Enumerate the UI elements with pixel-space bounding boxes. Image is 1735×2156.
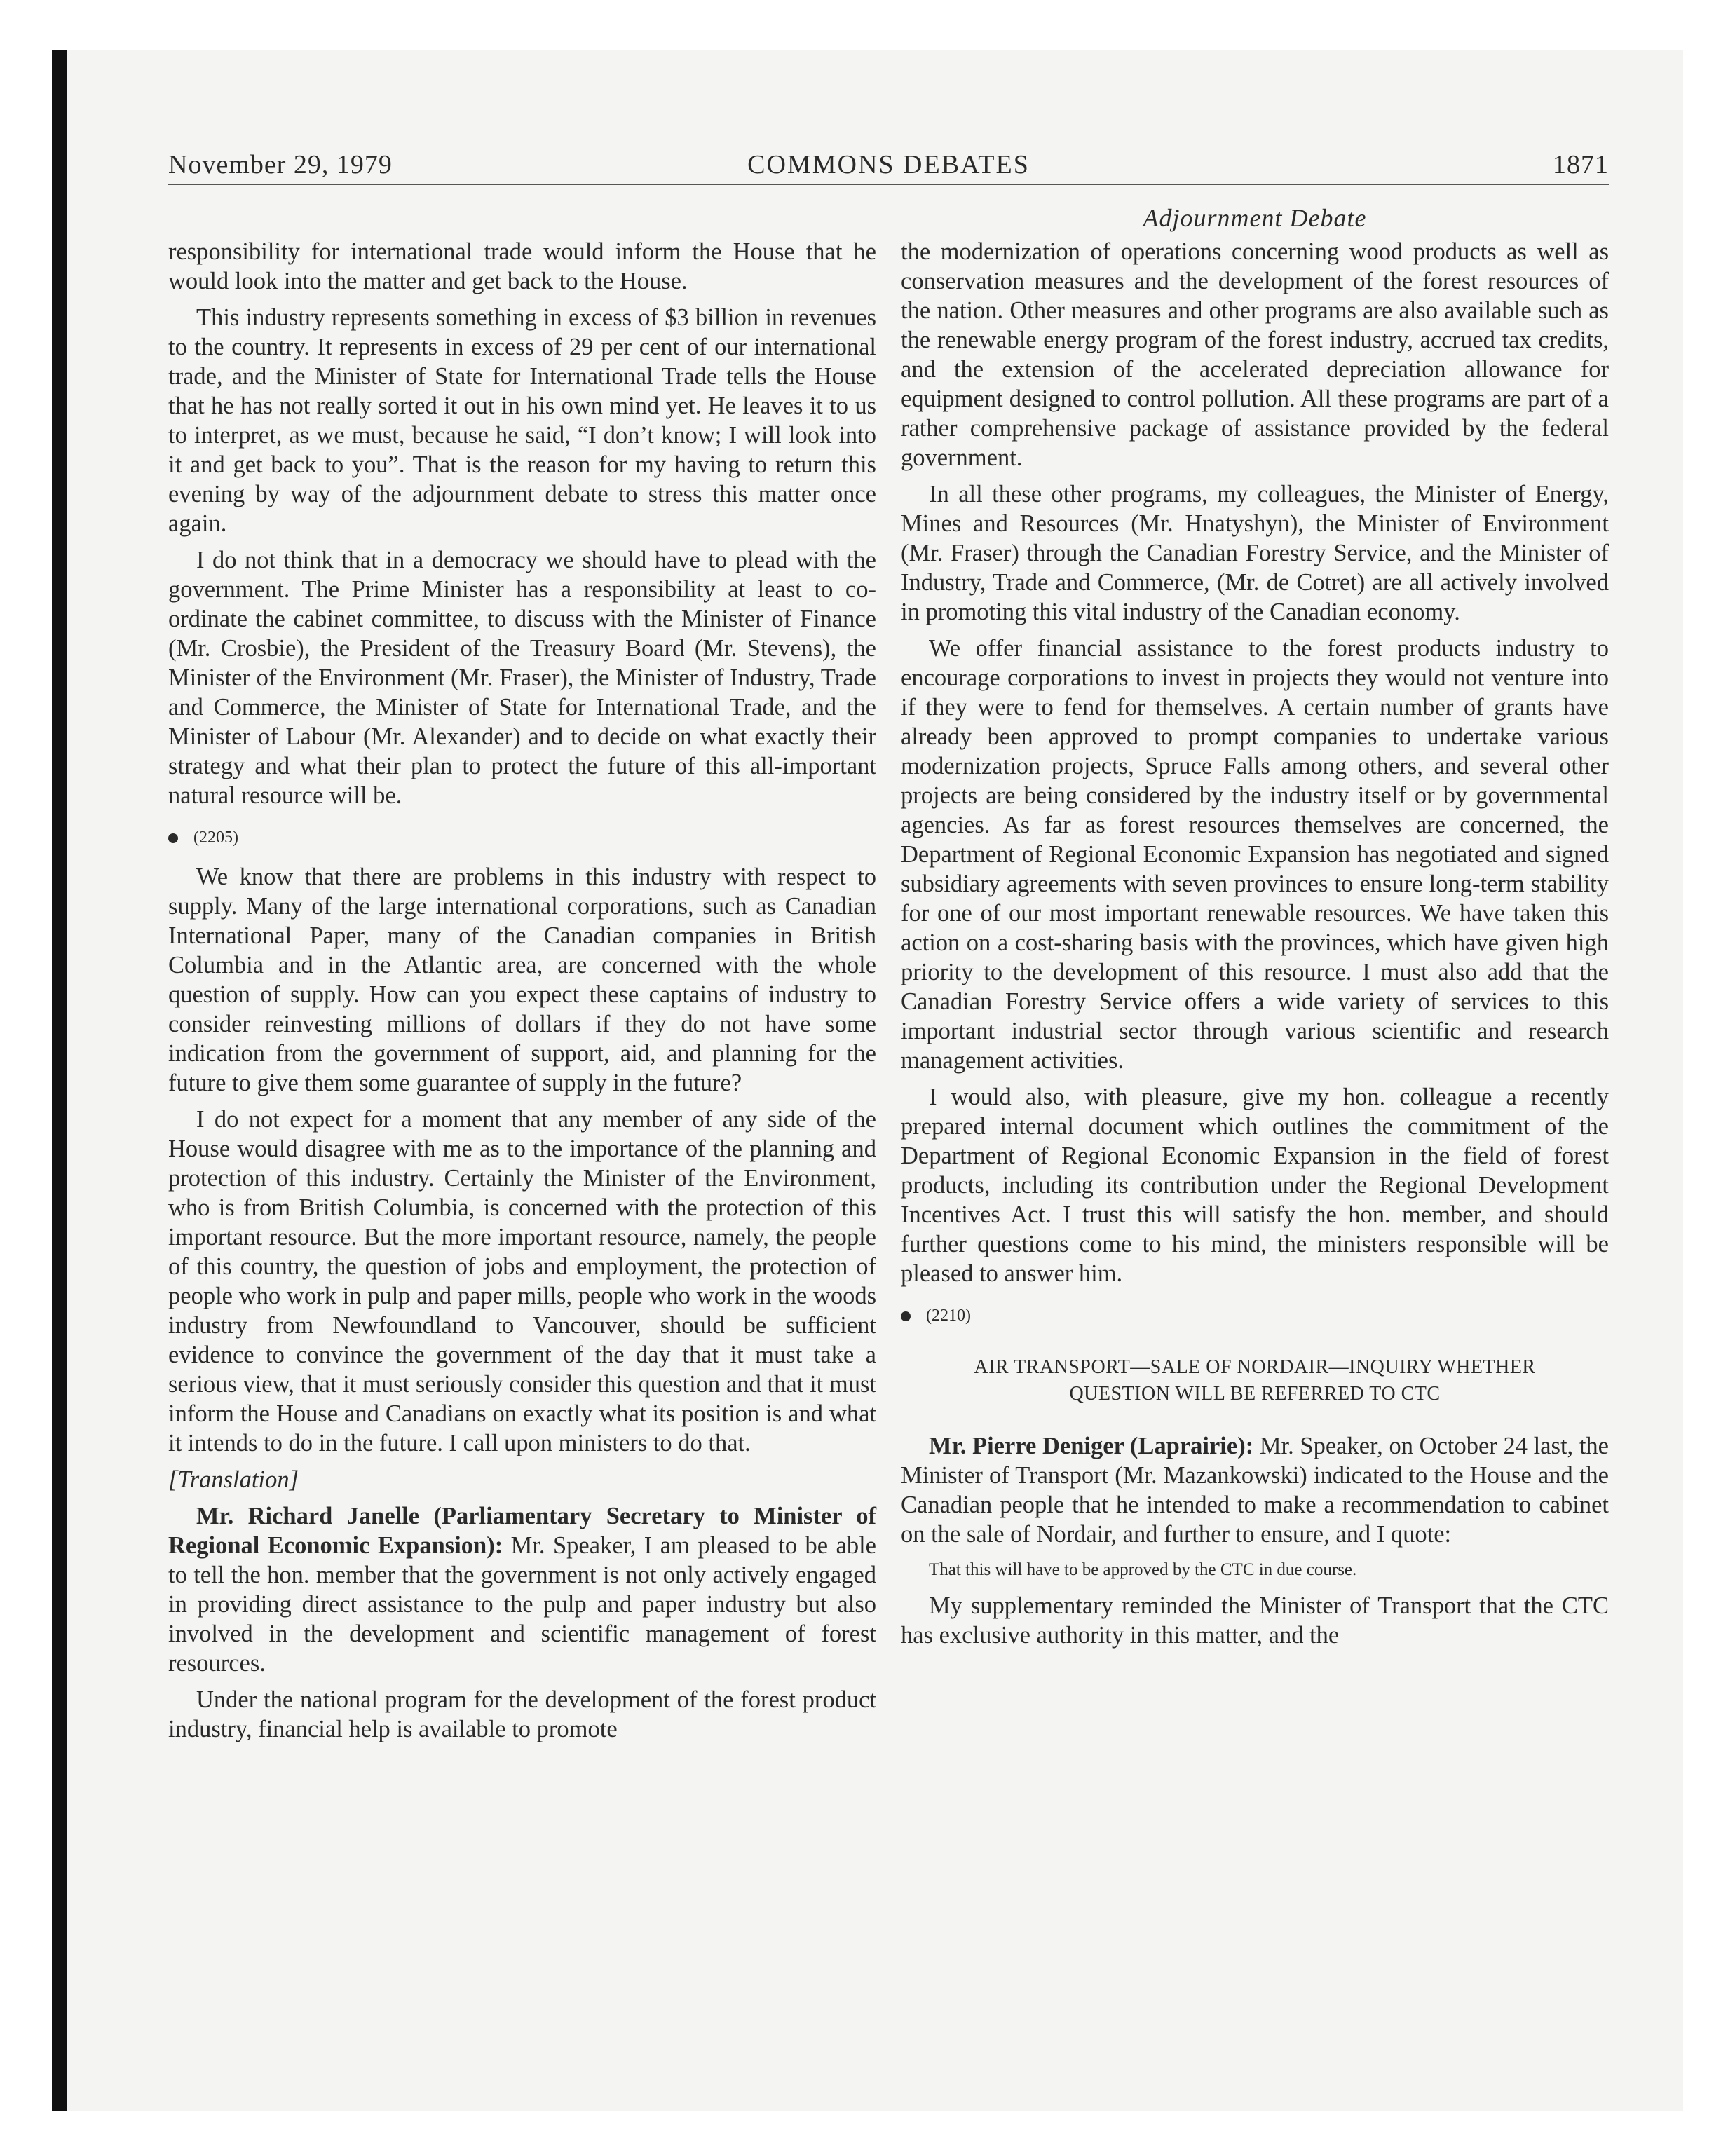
header-date: November 29, 1979 xyxy=(168,150,393,179)
right-column xyxy=(901,237,1609,1657)
block-quote: That this will have to be approved by the CTC in due course. xyxy=(929,1560,1357,1579)
section-heading xyxy=(901,1354,1609,1407)
paragraph: In all these other programs, my colleagues, the Minister of Energy, Mines and Resources (Mr. Hnatyshyn), the Minister of Environment (Mr. Fraser) through the Canadian Forestry Service, and the Minister of Industry, Trade and Commerce, (Mr. de Cotret) are all actively involved in promoting this vital industry of the Canadian economy. xyxy=(901,481,1609,625)
paragraph: We offer financial assistance to the forest products industry to encourage corporations to invest in projects they would not venture into if they were to fend for themselves. A certain number of grants have already been approved to prompt companies to undertake various modernization projects, Spruce Falls among others, and several other projects are being considered by the industry itself or by governmental agencies. As far as forest resources themselves are concerned, the Department of Regional Economic Expansion has negotiated and signed subsidiary agreements with seven provinces to ensure long-term stability for one of our most important renewable resources. We have taken this action on a cost-sharing basis with the provinces, which have given high priority to the development of this resource. I must also add that the Canadian Forestry Service offers a wide variety of services to this important industrial sector through various scientific and research management activities. xyxy=(901,635,1609,1074)
time-marker-text: (2205) xyxy=(193,828,238,847)
header-rule xyxy=(168,184,1609,185)
left-column xyxy=(168,237,876,1751)
paragraph: I do not think that in a democracy we should have to plead with the government. The Prime Minister has a responsibility at least to co-ordinate the cabinet committee, to discuss with the Minister of Finance (Mr. Crosbie), the President of the Treasury Board (Mr. Stevens), the Minister of the Environment (Mr. Fraser), the Minister of Industry, Trade and Commerce, the Minister of State for International Trade, and the Minister of Labour (Mr. Alexander) and to decide on what exactly their strategy and what their plan to protect the future of this all-important natural resource will be. xyxy=(168,547,876,809)
speech-text: Mr. Speaker, I am pleased to be able to tell the hon. member that the government is not only actively engaged in providing direct assistance to the pulp and paper industry but also involved in the development and scientific management of forest resources. xyxy=(168,1532,876,1677)
speaker-name: Mr. Richard Janelle (Parliamentary Secretary to Minister of Regional Economic Expansion): xyxy=(168,1503,876,1559)
page-number: 1871 xyxy=(1553,150,1609,179)
time-marker-text: (2210) xyxy=(926,1306,971,1325)
time-marker xyxy=(168,823,876,852)
bullet-icon xyxy=(168,833,178,843)
paragraph: responsibility for international trade would inform the House that he would look into the matter and get back to the House. xyxy=(168,238,876,294)
heading-line: AIR TRANSPORT—SALE OF NORDAIR—INQUIRY WHETHER xyxy=(974,1356,1536,1378)
header-title: COMMONS DEBATES xyxy=(747,150,1030,179)
paragraph: Under the national program for the development of the forest product industry, financial help is available to promote xyxy=(168,1686,876,1742)
paragraph: This industry represents something in excess of $3 billion in revenues to the country. It represents in excess of 29 per cent of our international trade, and the Minister of State for International Trade tells the House that he has not really sorted it out in his own mind yet. He leaves it to us to interpret, as we must, because he said, “I don’t know; I will look into it and get back to you”. That is the reason for my having to return this evening by way of the adjournment debate to stress this matter once again. xyxy=(168,304,876,537)
paragraph: I would also, with pleasure, give my hon. colleague a recently prepared internal document which outlines the commitment of the Department of Regional Economic Expansion in the field of forest products, including its contribution under the Regional Development Incentives Act. I trust this will satisfy the hon. member, and should further questions come to his mind, the ministers responsible will be pleased to answer him. xyxy=(901,1084,1609,1287)
heading-line: QUESTION WILL BE REFERRED TO CTC xyxy=(1069,1383,1441,1405)
bullet-icon xyxy=(901,1311,911,1321)
translation-note: [Translation] xyxy=(168,1466,299,1493)
paragraph: My supplementary reminded the Minister of Transport that the CTC has exclusive authority in this matter, and the xyxy=(901,1592,1609,1649)
page-header xyxy=(168,149,1609,184)
paragraph: I do not expect for a moment that any member of any side of the House would disagree with me as to the importance of the planning and protection of this industry. Certainly the Minister of the Environment, who is from British Columbia, is concerned with the protection of this important resource. But the more important resource, namely, the people of this country, the question of jobs and employment, the protection of people who work in pulp and paper mills, people who work in the woods industry from Newfoundland to Vancouver, should be sufficient evidence to convince the government of the day that it must take a serious view, that it must seriously consider this question and that it must inform the House and Canadians on exactly what its position is and what it intends to do in the future. I call upon ministers to do that. xyxy=(168,1106,876,1456)
paragraph: the modernization of operations concerning wood products as well as conservation measures and the development of the forest resources of the nation. Other measures and other programs are also available such as the renewable energy program of the forest industry, accrued tax credits, and the extension of the accelerated depreciation allowance for equipment designed to control pollution. All these programs are part of a rather comprehensive package of assistance provided by the federal government. xyxy=(901,238,1609,471)
scan-edge xyxy=(52,50,67,2111)
speech-paragraph xyxy=(168,1501,876,1678)
speaker-name: Mr. Pierre Deniger (Laprairie): xyxy=(929,1433,1254,1459)
speech-paragraph xyxy=(901,1431,1609,1549)
running-head: Adjournment Debate xyxy=(1143,204,1367,232)
speech-text: Mr. Speaker, on October 24 last, the Minister of Transport (Mr. Mazankowski) indicated to the House and the Canadian people that he intended to make a recommendation to cabinet on the sale of Nordair, and further to ensure, and I quote: xyxy=(901,1433,1609,1548)
paragraph: We know that there are problems in this industry with respect to supply. Many of the large international corporations, such as Canadian International Paper, many of the Canadian companies in British Columbia and in the Atlantic area, are concerned with the whole question of supply. How can you expect these captains of industry to consider reinvesting millions of dollars if they do not have some indication from the government of support, aid, and planning for the future to give them some guarantee of supply in the future? xyxy=(168,864,876,1096)
time-marker xyxy=(901,1301,1609,1330)
